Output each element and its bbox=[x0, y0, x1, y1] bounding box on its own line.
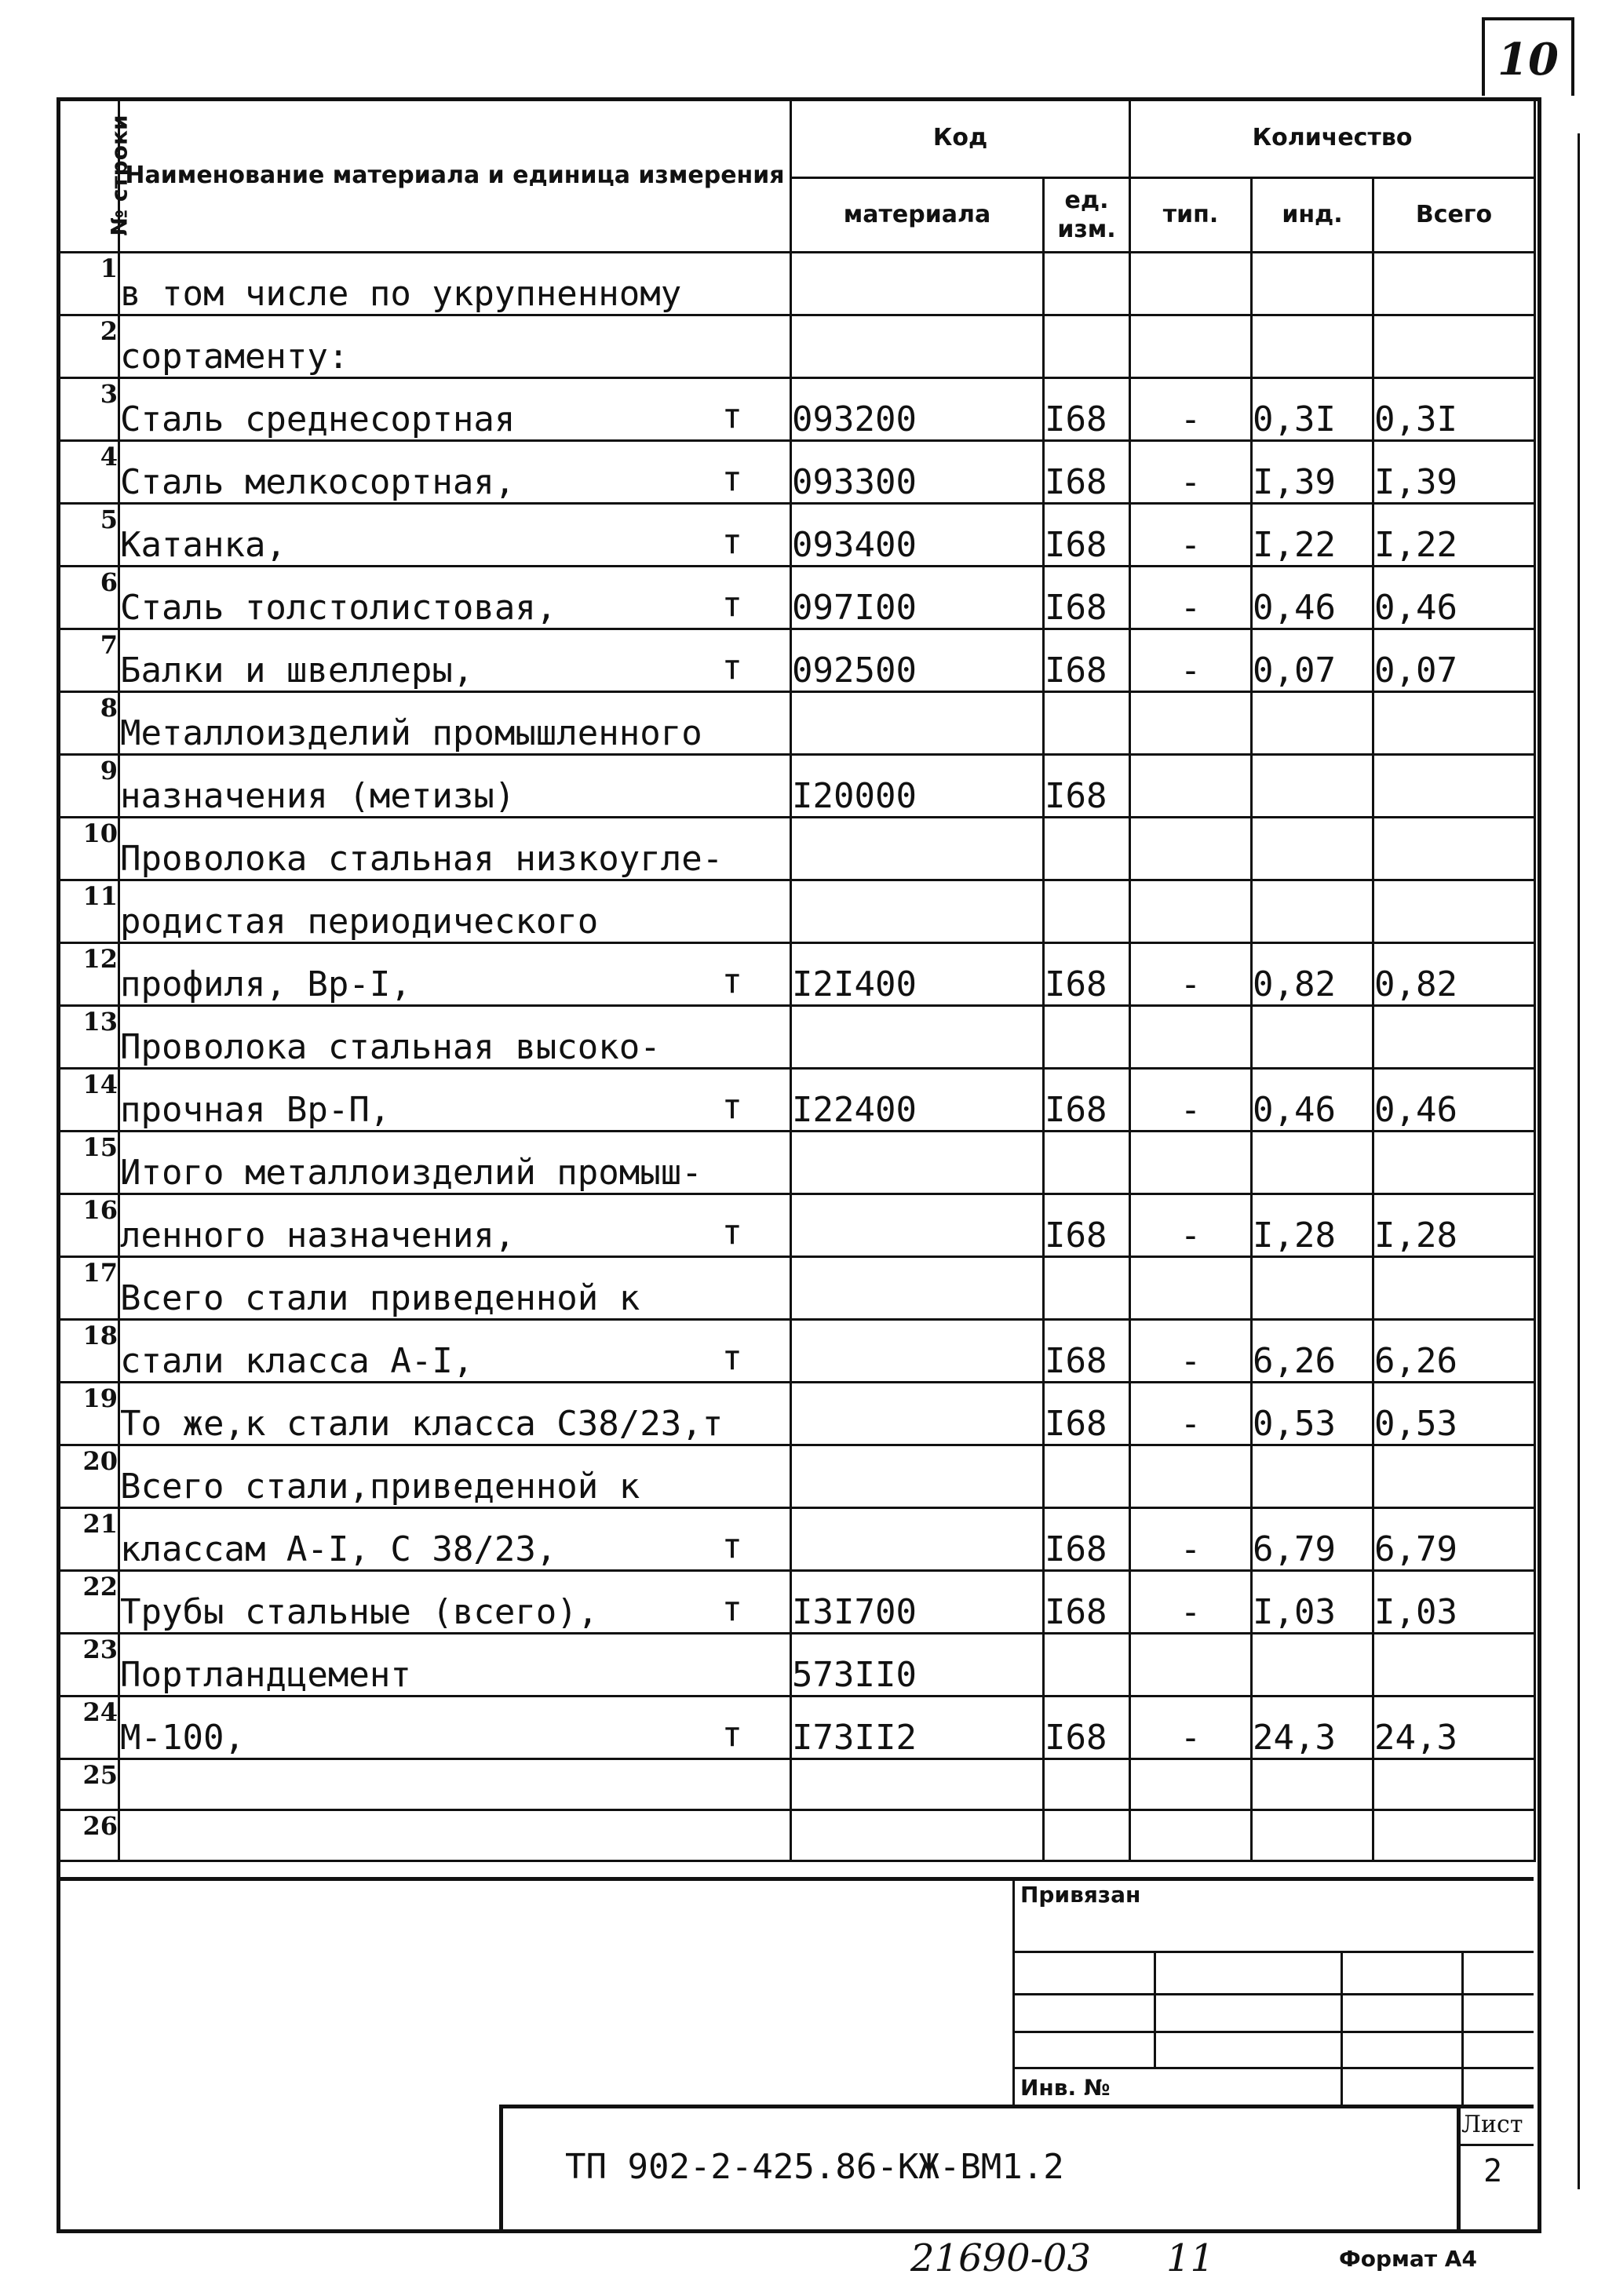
individual-quantity-cell bbox=[1252, 880, 1373, 943]
individual-quantity-cell: 0,46 bbox=[1252, 1069, 1373, 1132]
total-quantity-cell: I,03 bbox=[1373, 1571, 1535, 1634]
row-number-header: № строки bbox=[58, 99, 119, 253]
individual-quantity-cell: 24,3 bbox=[1252, 1696, 1373, 1759]
individual-quantity-cell: 6,26 bbox=[1252, 1320, 1373, 1383]
individual-quantity-cell: 0,53 bbox=[1252, 1383, 1373, 1445]
material-name-cell bbox=[119, 1810, 791, 1861]
material-name-cell bbox=[119, 567, 791, 629]
row-number-cell: 22 bbox=[58, 1571, 119, 1634]
unit-code-cell: I68 bbox=[1044, 629, 1130, 692]
table-row bbox=[58, 1006, 1535, 1069]
material-name-cell bbox=[119, 1194, 791, 1257]
total-quantity-cell bbox=[1373, 755, 1535, 818]
total-quantity-cell: 0,3I bbox=[1373, 378, 1535, 441]
individual-quantity-cell: I,39 bbox=[1252, 441, 1373, 504]
total-quantity-cell: 6,79 bbox=[1373, 1508, 1535, 1571]
table-row bbox=[58, 1383, 1535, 1445]
unit-of-measure: т bbox=[721, 396, 742, 436]
typical-quantity-cell bbox=[1130, 755, 1252, 818]
material-code-cell bbox=[791, 692, 1044, 755]
total-quantity-cell: I,28 bbox=[1373, 1194, 1535, 1257]
material-code-cell bbox=[791, 1006, 1044, 1069]
material-name-text: Всего стали,приведенной к bbox=[120, 1467, 640, 1507]
total-quantity-cell: 0,07 bbox=[1373, 629, 1535, 692]
unit-code-cell bbox=[1044, 1132, 1130, 1194]
material-code-cell bbox=[791, 1759, 1044, 1810]
material-code-cell: 093300 bbox=[791, 441, 1044, 504]
individual-quantity-cell: I,22 bbox=[1252, 504, 1373, 567]
total-quantity-cell: 6,26 bbox=[1373, 1320, 1535, 1383]
individual-qty-header: инд. bbox=[1252, 178, 1373, 253]
archive-sheet: 11 bbox=[1166, 2236, 1215, 2280]
material-name-text: Сталь толстолистовая, bbox=[120, 588, 557, 628]
material-name-text: М-100, bbox=[120, 1718, 245, 1758]
unit-of-measure: т bbox=[721, 1087, 742, 1127]
unit-code-cell: I68 bbox=[1044, 441, 1130, 504]
material-name-text: профиля, Вр-I, bbox=[120, 964, 411, 1004]
unit-code-cell: I68 bbox=[1044, 755, 1130, 818]
material-code-header: материала bbox=[791, 178, 1044, 253]
unit-code-cell: I68 bbox=[1044, 1571, 1130, 1634]
unit-code-cell: I68 bbox=[1044, 378, 1130, 441]
individual-quantity-cell: 6,79 bbox=[1252, 1508, 1373, 1571]
typical-quantity-cell bbox=[1130, 1759, 1252, 1810]
bound-label: Привязан bbox=[1020, 1882, 1141, 1908]
sheet-value: 2 bbox=[1483, 2153, 1503, 2189]
unit-code-header: ед. изм. bbox=[1044, 178, 1130, 253]
title-block-rule-1 bbox=[1012, 1951, 1534, 1953]
individual-quantity-cell: I,03 bbox=[1252, 1571, 1373, 1634]
unit-code-cell bbox=[1044, 1006, 1130, 1069]
code-group-header: Код bbox=[791, 99, 1130, 178]
typical-quantity-cell bbox=[1130, 692, 1252, 755]
material-name-text: Катанка, bbox=[120, 525, 286, 565]
material-name-cell bbox=[119, 1445, 791, 1508]
typical-quantity-cell: - bbox=[1130, 1194, 1252, 1257]
material-code-cell: 573II0 bbox=[791, 1634, 1044, 1696]
typical-quantity-cell: - bbox=[1130, 504, 1252, 567]
individual-quantity-cell: 0,82 bbox=[1252, 943, 1373, 1006]
unit-code-cell bbox=[1044, 1634, 1130, 1696]
total-quantity-cell bbox=[1373, 253, 1535, 315]
row-number-cell: 17 bbox=[58, 1257, 119, 1320]
material-name-text: Проволока стальная высоко- bbox=[120, 1027, 661, 1067]
title-block-col-2 bbox=[1341, 1951, 1343, 2105]
material-name-text: Портландцемент bbox=[120, 1655, 411, 1695]
unit-code-cell bbox=[1044, 818, 1130, 880]
material-name-text: Трубы стальные (всего), bbox=[120, 1592, 599, 1632]
unit-code-cell: I68 bbox=[1044, 504, 1130, 567]
total-quantity-cell bbox=[1373, 1006, 1535, 1069]
unit-code-cell: I68 bbox=[1044, 1194, 1130, 1257]
row-number-cell: 19 bbox=[58, 1383, 119, 1445]
binding-margin-line bbox=[1578, 133, 1580, 2189]
total-quantity-cell bbox=[1373, 692, 1535, 755]
table-row bbox=[58, 378, 1535, 441]
material-name-cell bbox=[119, 315, 791, 378]
material-code-cell bbox=[791, 1445, 1044, 1508]
material-name-text: Металлоизделий промышленного bbox=[120, 713, 702, 753]
material-name-cell bbox=[119, 755, 791, 818]
material-name-text: Сталь мелкосортная, bbox=[120, 462, 516, 502]
table-row bbox=[58, 1320, 1535, 1383]
material-name-cell bbox=[119, 1132, 791, 1194]
sheet-label: Лист bbox=[1461, 2111, 1523, 2138]
title-block-rule-3 bbox=[1012, 2031, 1534, 2033]
row-number-cell: 13 bbox=[58, 1006, 119, 1069]
typical-quantity-cell: - bbox=[1130, 629, 1252, 692]
material-name-cell bbox=[119, 1069, 791, 1132]
table-row bbox=[58, 629, 1535, 692]
total-quantity-cell: 0,46 bbox=[1373, 1069, 1535, 1132]
material-name-cell bbox=[119, 943, 791, 1006]
material-code-cell bbox=[791, 1383, 1044, 1445]
material-name-text: родистая периодического bbox=[120, 902, 599, 942]
typical-quantity-cell bbox=[1130, 315, 1252, 378]
individual-quantity-cell bbox=[1252, 1810, 1373, 1861]
material-code-cell bbox=[791, 818, 1044, 880]
format-label: Формат А4 bbox=[1339, 2246, 1477, 2272]
material-name-cell bbox=[119, 253, 791, 315]
typical-quantity-cell bbox=[1130, 880, 1252, 943]
row-number-cell: 26 bbox=[58, 1810, 119, 1861]
row-number-cell: 9 bbox=[58, 755, 119, 818]
individual-quantity-cell bbox=[1252, 1132, 1373, 1194]
typical-quantity-cell: - bbox=[1130, 567, 1252, 629]
row-number-cell: 11 bbox=[58, 880, 119, 943]
unit-of-measure: т bbox=[721, 585, 742, 625]
material-code-cell bbox=[791, 253, 1044, 315]
total-quantity-cell: 24,3 bbox=[1373, 1696, 1535, 1759]
material-name-cell bbox=[119, 1006, 791, 1069]
row-number-cell: 4 bbox=[58, 441, 119, 504]
row-number-cell: 2 bbox=[58, 315, 119, 378]
individual-quantity-cell bbox=[1252, 253, 1373, 315]
title-block-col-3 bbox=[1461, 1951, 1464, 2105]
sheet-cell-left-rule bbox=[1457, 2105, 1461, 2233]
unit-of-measure: т bbox=[721, 1715, 742, 1755]
row-number-cell: 7 bbox=[58, 629, 119, 692]
material-name-text: назначения (метизы) bbox=[120, 776, 516, 816]
individual-quantity-cell bbox=[1252, 1759, 1373, 1810]
stamp-top-rule bbox=[499, 2105, 1534, 2108]
material-code-cell bbox=[791, 1132, 1044, 1194]
table-row bbox=[58, 692, 1535, 755]
total-qty-header: Всего bbox=[1373, 178, 1535, 253]
material-name-text: ленного назначения, bbox=[120, 1215, 516, 1256]
table-row bbox=[58, 1696, 1535, 1759]
material-code-cell: 092500 bbox=[791, 629, 1044, 692]
row-number-cell: 8 bbox=[58, 692, 119, 755]
material-name-cell bbox=[119, 378, 791, 441]
total-quantity-cell bbox=[1373, 1445, 1535, 1508]
title-block-top-rule bbox=[57, 1877, 1534, 1881]
unit-of-measure: т bbox=[721, 961, 742, 1001]
material-code-cell: I3I700 bbox=[791, 1571, 1044, 1634]
material-code-cell: 097I00 bbox=[791, 567, 1044, 629]
quantity-group-header: Количество bbox=[1130, 99, 1535, 178]
material-code-cell bbox=[791, 880, 1044, 943]
table-row bbox=[58, 1508, 1535, 1571]
typical-quantity-cell bbox=[1130, 818, 1252, 880]
individual-quantity-cell bbox=[1252, 1006, 1373, 1069]
material-name-cell bbox=[119, 1696, 791, 1759]
typical-quantity-cell bbox=[1130, 1006, 1252, 1069]
typical-quantity-cell: - bbox=[1130, 943, 1252, 1006]
sheet-cell-rule bbox=[1457, 2144, 1534, 2146]
unit-of-measure: т bbox=[721, 459, 742, 499]
material-code-cell: I20000 bbox=[791, 755, 1044, 818]
table-row bbox=[58, 253, 1535, 315]
unit-of-measure: т bbox=[721, 1338, 742, 1378]
unit-code-cell bbox=[1044, 1257, 1130, 1320]
table-row bbox=[58, 1634, 1535, 1696]
unit-of-measure: т bbox=[721, 647, 742, 687]
unit-code-cell bbox=[1044, 315, 1130, 378]
row-number-cell: 18 bbox=[58, 1320, 119, 1383]
total-quantity-cell bbox=[1373, 1810, 1535, 1861]
total-quantity-cell bbox=[1373, 1257, 1535, 1320]
typical-quantity-cell: - bbox=[1130, 1571, 1252, 1634]
table-row bbox=[58, 880, 1535, 943]
stamp-left-rule bbox=[499, 2105, 503, 2233]
material-code-cell bbox=[791, 1194, 1044, 1257]
row-number-cell: 16 bbox=[58, 1194, 119, 1257]
material-code-cell: 093400 bbox=[791, 504, 1044, 567]
typical-quantity-cell bbox=[1130, 1810, 1252, 1861]
material-name-text: сортаменту: bbox=[120, 337, 349, 377]
unit-code-cell: I68 bbox=[1044, 943, 1130, 1006]
typical-quantity-cell bbox=[1130, 1132, 1252, 1194]
unit-of-measure: т bbox=[721, 522, 742, 562]
typical-quantity-cell: - bbox=[1130, 1069, 1252, 1132]
material-name-cell bbox=[119, 880, 791, 943]
material-name-cell bbox=[119, 504, 791, 567]
unit-code-cell: I68 bbox=[1044, 1696, 1130, 1759]
material-code-cell: I22400 bbox=[791, 1069, 1044, 1132]
table-row bbox=[58, 1257, 1535, 1320]
material-name-cell bbox=[119, 1320, 791, 1383]
material-code-cell bbox=[791, 1810, 1044, 1861]
unit-of-measure: т bbox=[721, 1212, 742, 1252]
individual-quantity-cell bbox=[1252, 1634, 1373, 1696]
total-quantity-cell bbox=[1373, 315, 1535, 378]
row-number-cell: 5 bbox=[58, 504, 119, 567]
material-name-text: Итого металлоизделий промыш- bbox=[120, 1153, 702, 1193]
unit-of-measure: т bbox=[721, 1526, 742, 1566]
typical-quantity-cell: - bbox=[1130, 378, 1252, 441]
material-name-cell bbox=[119, 1759, 791, 1810]
total-quantity-cell bbox=[1373, 880, 1535, 943]
table-row bbox=[58, 1194, 1535, 1257]
inventory-number-label: Инв. № bbox=[1020, 2075, 1111, 2101]
table-body bbox=[58, 253, 1535, 1861]
table-row bbox=[58, 1759, 1535, 1810]
row-number-cell: 23 bbox=[58, 1634, 119, 1696]
row-number-cell: 25 bbox=[58, 1759, 119, 1810]
individual-quantity-cell bbox=[1252, 1257, 1373, 1320]
material-name-cell bbox=[119, 692, 791, 755]
typical-quantity-cell bbox=[1130, 1257, 1252, 1320]
row-number-cell: 14 bbox=[58, 1069, 119, 1132]
total-quantity-cell: 0,53 bbox=[1373, 1383, 1535, 1445]
material-name-cell bbox=[119, 441, 791, 504]
typical-quantity-cell: - bbox=[1130, 441, 1252, 504]
table-row bbox=[58, 441, 1535, 504]
unit-code-cell bbox=[1044, 253, 1130, 315]
row-number-cell: 1 bbox=[58, 253, 119, 315]
material-name-cell bbox=[119, 1257, 791, 1320]
total-quantity-cell: 0,82 bbox=[1373, 943, 1535, 1006]
table-row bbox=[58, 567, 1535, 629]
table-row bbox=[58, 1132, 1535, 1194]
individual-quantity-cell: 0,07 bbox=[1252, 629, 1373, 692]
material-name-text: классам А-I, С 38/23, bbox=[120, 1529, 557, 1569]
material-name-text: прочная Вр-П, bbox=[120, 1090, 391, 1130]
material-name-text: стали класса А-I, bbox=[120, 1341, 474, 1381]
typical-quantity-cell: - bbox=[1130, 1508, 1252, 1571]
unit-code-cell: I68 bbox=[1044, 1069, 1130, 1132]
individual-quantity-cell bbox=[1252, 755, 1373, 818]
material-code-cell: 093200 bbox=[791, 378, 1044, 441]
sheet-number-box: 10 bbox=[1482, 17, 1574, 96]
table-row bbox=[58, 1445, 1535, 1508]
row-number-cell: 20 bbox=[58, 1445, 119, 1508]
row-number-cell: 3 bbox=[58, 378, 119, 441]
material-name-text: Сталь среднесортная bbox=[120, 399, 516, 439]
row-number-cell: 15 bbox=[58, 1132, 119, 1194]
table-row bbox=[58, 1069, 1535, 1132]
individual-quantity-cell bbox=[1252, 1445, 1373, 1508]
archive-number: 21690-03 bbox=[910, 2236, 1091, 2280]
unit-code-cell: I68 bbox=[1044, 1508, 1130, 1571]
row-number-cell: 24 bbox=[58, 1696, 119, 1759]
table-row bbox=[58, 315, 1535, 378]
individual-quantity-cell bbox=[1252, 692, 1373, 755]
total-quantity-cell: I,22 bbox=[1373, 504, 1535, 567]
unit-code-cell bbox=[1044, 1810, 1130, 1861]
materials-table bbox=[57, 97, 1536, 1862]
material-name-cell bbox=[119, 629, 791, 692]
row-number-cell: 6 bbox=[58, 567, 119, 629]
total-quantity-cell: 0,46 bbox=[1373, 567, 1535, 629]
material-name-cell bbox=[119, 818, 791, 880]
unit-code-cell: I68 bbox=[1044, 567, 1130, 629]
total-quantity-cell bbox=[1373, 1132, 1535, 1194]
table-row bbox=[58, 1810, 1535, 1861]
material-name-cell bbox=[119, 1508, 791, 1571]
material-name-text: Балки и швеллеры, bbox=[120, 651, 474, 691]
material-name-cell bbox=[119, 1383, 791, 1445]
unit-code-cell: I68 bbox=[1044, 1383, 1130, 1445]
unit-code-cell bbox=[1044, 692, 1130, 755]
typical-quantity-cell: - bbox=[1130, 1320, 1252, 1383]
table-row bbox=[58, 818, 1535, 880]
table-row bbox=[58, 504, 1535, 567]
material-code-cell bbox=[791, 1320, 1044, 1383]
row-number-cell: 12 bbox=[58, 943, 119, 1006]
title-block-rule-4 bbox=[1012, 2067, 1534, 2069]
unit-of-measure: т bbox=[721, 1589, 742, 1629]
typical-quantity-cell bbox=[1130, 253, 1252, 315]
material-code-cell bbox=[791, 1257, 1044, 1320]
typical-quantity-cell bbox=[1130, 1634, 1252, 1696]
title-block-col-1 bbox=[1154, 1951, 1156, 2067]
typical-quantity-cell: - bbox=[1130, 1696, 1252, 1759]
document-code: ТП 902-2-425.86-КЖ-ВМ1.2 bbox=[565, 2147, 1064, 2187]
typical-quantity-cell bbox=[1130, 1445, 1252, 1508]
material-name-text: в том числе по укрупненному bbox=[120, 274, 682, 314]
material-name-cell bbox=[119, 1634, 791, 1696]
total-quantity-cell bbox=[1373, 1634, 1535, 1696]
material-name-text: Проволока стальная низкоугле- bbox=[120, 839, 724, 879]
total-quantity-cell bbox=[1373, 818, 1535, 880]
individual-quantity-cell: 0,46 bbox=[1252, 567, 1373, 629]
material-code-cell: I73II2 bbox=[791, 1696, 1044, 1759]
row-number-cell: 10 bbox=[58, 818, 119, 880]
row-number-cell: 21 bbox=[58, 1508, 119, 1571]
table-row bbox=[58, 755, 1535, 818]
typical-qty-header: тип. bbox=[1130, 178, 1252, 253]
individual-quantity-cell: 0,3I bbox=[1252, 378, 1373, 441]
individual-quantity-cell bbox=[1252, 315, 1373, 378]
individual-quantity-cell bbox=[1252, 818, 1373, 880]
unit-code-cell bbox=[1044, 880, 1130, 943]
title-block-divider bbox=[1012, 1877, 1015, 2105]
individual-quantity-cell: I,28 bbox=[1252, 1194, 1373, 1257]
unit-code-cell bbox=[1044, 1759, 1130, 1810]
material-name-header: Наименование материала и единица измерения bbox=[119, 99, 791, 253]
material-code-cell bbox=[791, 315, 1044, 378]
unit-code-cell bbox=[1044, 1445, 1130, 1508]
total-quantity-cell: I,39 bbox=[1373, 441, 1535, 504]
typical-quantity-cell: - bbox=[1130, 1383, 1252, 1445]
material-name-text: То же,к стали класса С38/23,т bbox=[120, 1404, 724, 1444]
material-name-cell bbox=[119, 1571, 791, 1634]
unit-code-cell: I68 bbox=[1044, 1320, 1130, 1383]
material-code-cell: I2I400 bbox=[791, 943, 1044, 1006]
table-row bbox=[58, 1571, 1535, 1634]
total-quantity-cell bbox=[1373, 1759, 1535, 1810]
title-block-rule-2 bbox=[1012, 1993, 1534, 1995]
table-row bbox=[58, 943, 1535, 1006]
material-code-cell bbox=[791, 1508, 1044, 1571]
material-name-text: Всего стали приведенной к bbox=[120, 1278, 640, 1318]
